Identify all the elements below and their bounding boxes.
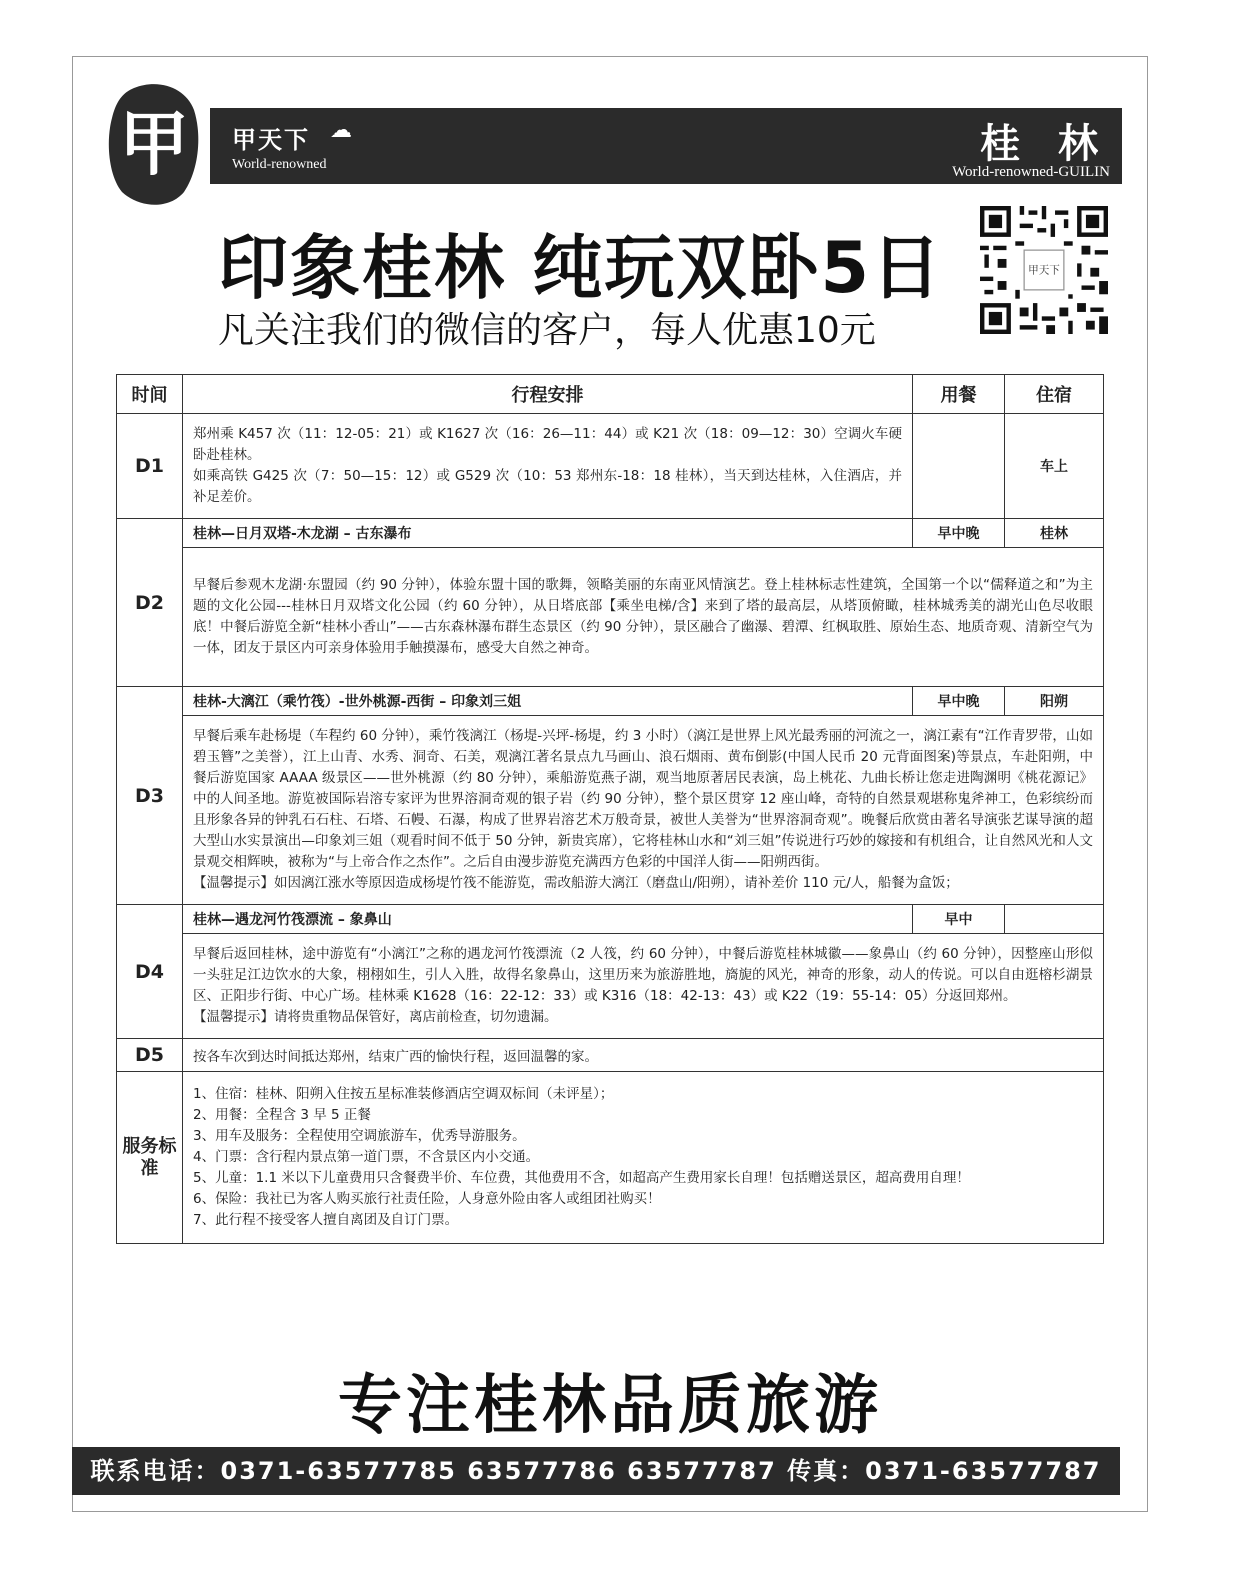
page-subtitle: 凡关注我们的微信的客户，每人优惠10元 [218,310,876,351]
cloud-icon: ☁ [330,118,352,143]
city-name-en: World-renowned-GUILIN [952,164,1110,180]
meals-d4: 早中 [913,905,1005,934]
table-row-d5 [117,1039,1104,1072]
day-label-d2: D2 [117,519,183,687]
table-row-d4-route [117,905,1104,934]
page-title: 印象桂林 纯玩双卧5日 [218,227,944,309]
table-row-d3-route [117,687,1104,716]
city-name-cn: 桂 林 [980,120,1110,167]
service-item: 7、此行程不接受客人擅自离团及自订门票。 [193,1212,459,1228]
day-label-d1: D1 [117,414,183,519]
stay-d4 [1005,905,1104,934]
stay-d3: 阳朔 [1005,687,1104,716]
service-item: 2、用餐：全程含 3 早 5 正餐 [193,1107,371,1123]
table-row-d2-route [117,519,1104,548]
brand-name-en: World-renowned [232,157,327,172]
route-d3: 桂林-大漓江（乘竹筏）-世外桃源-西街 – 印象刘三姐 [183,687,913,716]
day-label-d3: D3 [117,687,183,905]
desc-d1-line: 如乘高铁 G425 次（7：50—15：12）或 G529 次（10：53 郑州东-18：18 桂林），当天到达桂林，入住酒店，并补足差价。 [193,468,902,505]
contact-footer: 联系电话：0371-63577785 63577786 63577787 传真：0371-63577787 [72,1447,1120,1495]
logo-glyph: 甲 [119,102,189,185]
day-label-d5: D5 [117,1039,183,1072]
meals-d1 [913,414,1005,519]
brand-name-cn: 甲天下 [232,125,310,154]
desc-d5: 按各车次到达时间抵达郑州，结束广西的愉快行程，返回温馨的家。 [183,1039,1104,1072]
service-item: 5、儿童：1.1 米以下儿童费用只含餐费半价、车位费，其他费用不含，如超高产生费用家长自理！包括赠送景区，超高费用自理！ [193,1170,970,1186]
route-d4: 桂林—遇龙河竹筏漂流 – 象鼻山 [183,905,913,934]
meals-d3: 早中晚 [913,687,1005,716]
itinerary-table [116,374,1104,1244]
service-item: 6、保险：我社已为客人购买旅行社责任险，人身意外险由客人或组团社购买！ [193,1191,661,1207]
desc-d2: 早餐后参观木龙湖·东盟园（约 90 分钟），体验东盟十国的歌舞，领略美丽的东南亚风情演艺。登上桂林标志性建筑，全国第一个以“儒释道之和”为主题的文化公园---桂林日月双塔文化公园（约 60 分钟），从日塔底部【乘坐电梯/含】来到了塔的最高层，从塔顶俯瞰，桂林城秀美的湖光山色尽收眼底！中餐后游览全新“桂林小香山”——古东森林瀑布群生态景区（约 90 分钟），景区融合了幽瀑、碧潭、红枫取胜、原始生态、地质奇观、清新空气为一体，团友于景区内可亲身体验用手触摸瀑布，感受大自然之神奇。 [183,548,1104,687]
desc-d4 [183,934,1104,1039]
desc-d3 [183,716,1104,905]
tip-d3: 【温馨提示】如因漓江涨水等原因造成杨堤竹筏不能游览，需改船游大漓江（磨盘山/阳朔），请补差价 110 元/人，船餐为盒饭； [193,875,959,891]
table-row-d3-desc [117,716,1104,905]
service-label: 服务标准 [117,1072,183,1244]
service-list [183,1072,1104,1244]
stay-d1: 车上 [1005,414,1104,519]
day-label-d4: D4 [117,905,183,1039]
table-row-d2-desc [117,548,1104,687]
table-row-d1 [117,414,1104,519]
tip-d4: 【温馨提示】请将贵重物品保管好，离店前检查，切勿遗漏。 [193,1009,558,1025]
desc-d1 [183,414,913,519]
desc-d4-text: 早餐后返回桂林，途中游览有“小漓江”之称的遇龙河竹筏漂流（2 人筏，约 60 分钟），中餐后游览桂林城徽——象鼻山（约 60 分钟），因整座山形似一头驻足江边饮水的大象，栩栩如生，引人入胜，故得名象鼻山，这里历来为旅游胜地，旖旎的风光，神奇的形象，动人的传说。可以自由逛榕杉湖景区、正阳步行街、中心广场。桂林乘 K1628（16：22-12：33）或 K316（18：42-13：43）或 K22（19：55-14：05）分返回郑州。 [193,946,1093,1004]
route-d2: 桂林—日月双塔-木龙湖 – 古东瀑布 [183,519,913,548]
stay-d2: 桂林 [1005,519,1104,548]
service-item: 3、用车及服务：全程使用空调旅游车，优秀导游服务。 [193,1128,526,1144]
table-row-d4-desc [117,934,1104,1039]
brand-logo-icon [104,80,204,210]
header-meals: 用餐 [913,375,1005,414]
qr-badge-text: 甲天下 [1028,264,1060,277]
service-item: 4、门票：含行程内景点第一道门票，不含景区内小交通。 [193,1149,540,1165]
header-time: 时间 [117,375,183,414]
header-stay: 住宿 [1005,375,1104,414]
qr-code-icon[interactable] [980,206,1108,334]
table-header-row [117,375,1104,414]
desc-d3-text: 早餐后乘车赴杨堤（车程约 60 分钟），乘竹筏漓江（杨堤-兴坪-杨堤，约 3 小时）（漓江是世界上风光最秀丽的河流之一，漓江素有“江作青罗带，山如碧玉簪”之美誉），江上山青、水秀、洞奇、石美，观漓江著名景点九马画山、浪石烟雨、黄布倒影(中国人民币 20 元背面图案)等景点，车赴阳朔，中餐后游览国家 AAAA 级景区——世外桃源（约 80 分钟），乘船游览燕子湖，观当地原著居民表演，岛上桃花、九曲长桥让您走进陶渊明《桃花源记》中的人间圣地。游览被国际岩溶专家评为世界溶洞奇观的银子岩（约 90 分钟），整个景区贯穿 12 座山峰，奇特的自然景观堪称鬼斧神工，色彩缤纷而且形象各异的钟乳石石柱、石塔、石幔、石瀑，构成了世界岩溶艺术万般奇景，被世人美誉为“世界溶洞奇观”。晚餐后欣赏由著名导演张艺谋导演的超大型山水实景演出—印象刘三姐（观看时间不低于 50 分钟，新贵宾席），它将桂林山水和“刘三姐”传说进行巧妙的嫁接和有机组合，让自然风光和人文景观交相辉映，被称为“与上帝合作之杰作”。之后自由漫步游览充满西方色彩的中国洋人街——阳朔西街。 [193,728,1093,870]
header-itinerary: 行程安排 [183,375,913,414]
desc-d1-line: 郑州乘 K457 次（11：12-05：21）或 K1627 次（16：26—11：44）或 K21 次（18：09—12：30）空调火车硬卧赴桂林。 [193,426,902,463]
meals-d2: 早中晚 [913,519,1005,548]
table-row-service [117,1072,1104,1244]
service-item: 1、住宿：桂林、阳朔入住按五星标准装修酒店空调双标间（未评星）； [193,1086,614,1102]
slogan: 专注桂林品质旅游 [338,1369,882,1443]
